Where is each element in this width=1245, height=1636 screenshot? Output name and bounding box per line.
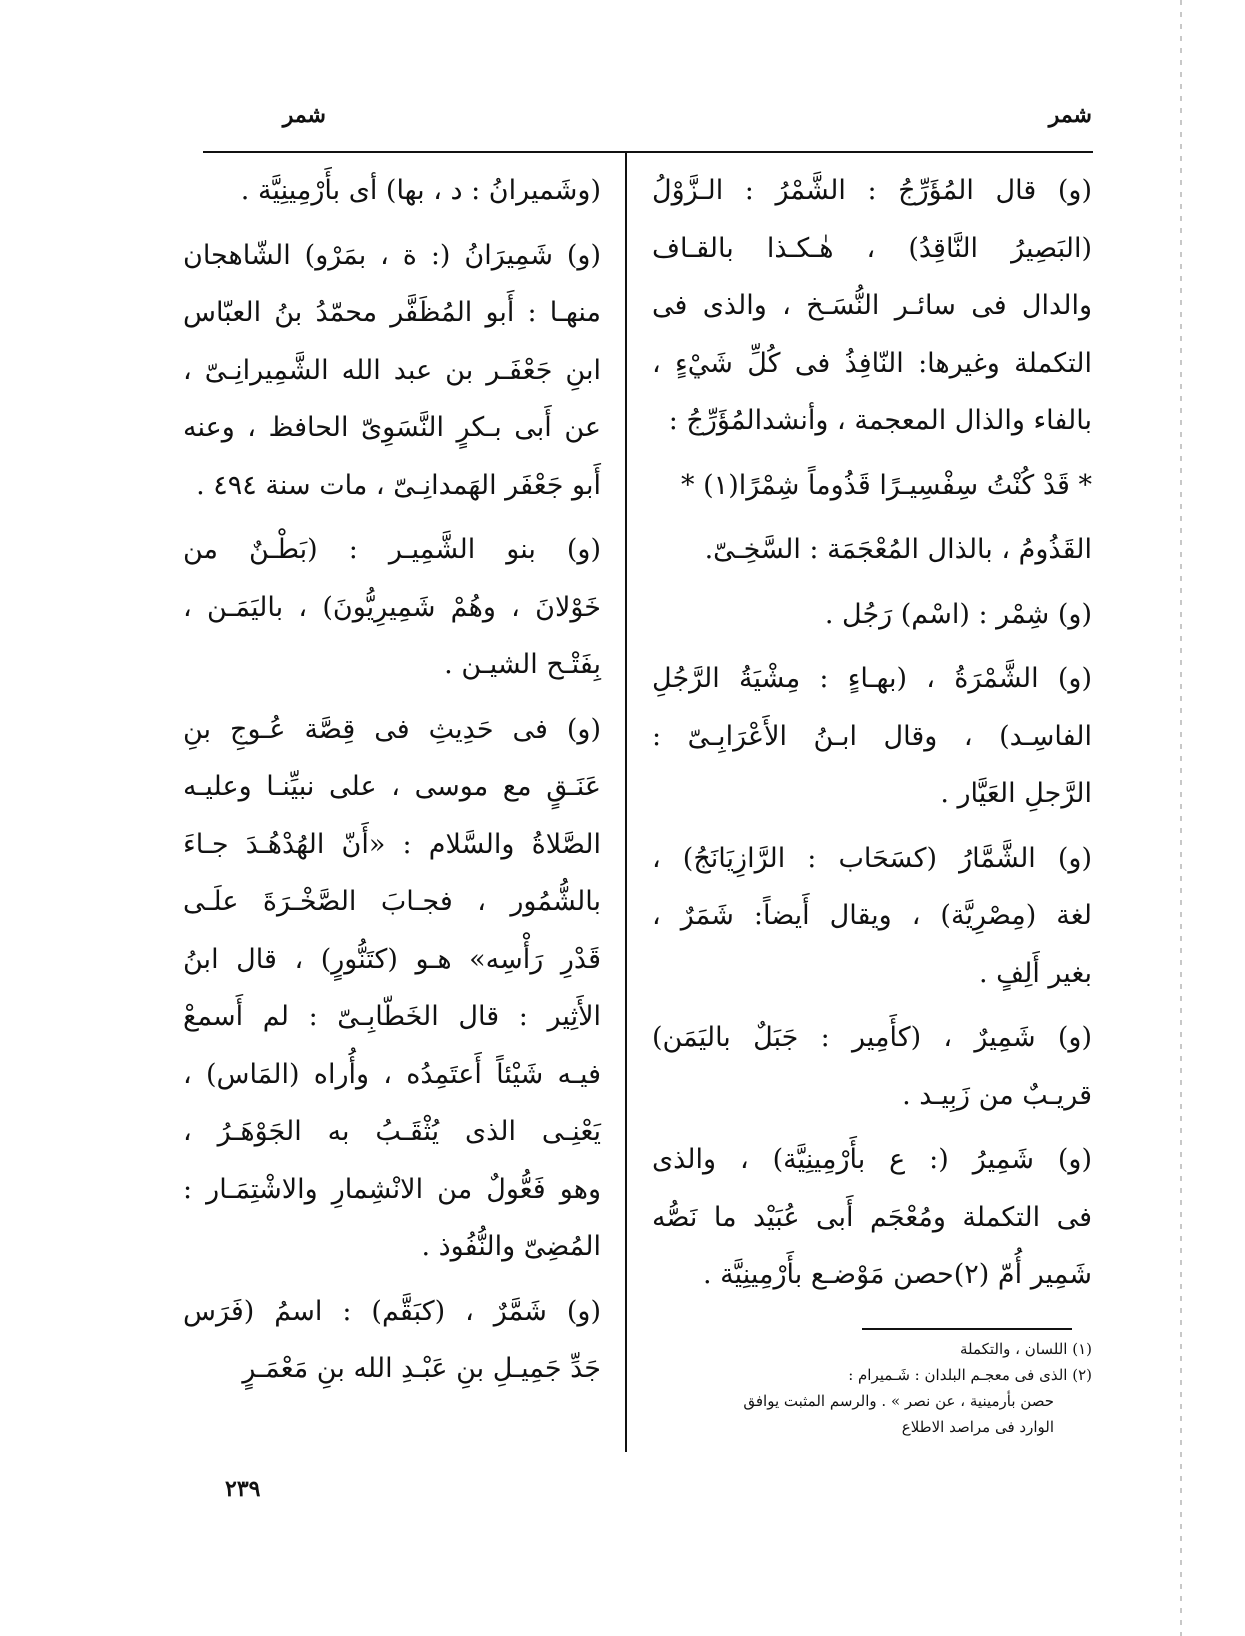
entry-line: عن أَبى بـكرٍ النَّسَوِىّ الحافظ ، وعنه <box>183 412 601 443</box>
dictionary-entry <box>652 650 1092 823</box>
entry-line: (و) شِمْر : (اسْم) رَجُل . <box>824 598 1092 630</box>
entry-line: لغة (مِصْرِيَّة) ، ويقال أَيضاً: شَمَرٌ ، <box>652 900 1092 931</box>
dictionary-entry <box>183 701 601 1276</box>
entry-line: أَبو جَعْفَر الهَمدانِـىّ ، مات سنة ٤٩٤ . <box>196 469 601 501</box>
page-number: ٢٣٩ <box>225 1476 261 1502</box>
left-column <box>183 162 601 1405</box>
entry-line: فى التكملة ومُعْجَم أَبى عُبَيْد ما نَصُّه <box>652 1201 1092 1233</box>
entry-line: فيـه شَيْئاً أَعتَمِدُه ، وأُراه (المَاس) ، <box>183 1058 601 1090</box>
entry-line: * قَدْ كُنْتُ سِفْسِيـرًا قَذُوماً شِمْرًا(١) * <box>681 469 1092 501</box>
dictionary-entry <box>652 457 1092 515</box>
dictionary-entry <box>652 162 1092 450</box>
footnotes <box>652 1328 1092 1440</box>
running-header-right: شمر <box>1048 102 1092 128</box>
entry-line: بالشُّمُور ، فجـابَ الصَّخْـرَةَ علَـى <box>183 886 601 917</box>
dictionary-entry <box>183 162 601 220</box>
entry-line: بالفاء والذال المعجمة ، وأنشدالمُؤَرِّجُ : <box>668 405 1092 436</box>
entry-line: بِفَتْـح الشيـن . <box>444 649 601 680</box>
dictionary-entry <box>652 830 1092 1003</box>
footnote-2-continued: حصن بأرمينية ، عن نصر » . والرسم المثبت يوافق <box>743 1392 1054 1410</box>
dictionary-entry <box>652 586 1092 644</box>
footnote-1: (١) اللسان ، والتكملة <box>959 1340 1092 1358</box>
entry-line: المُضِىّ والنُّفُوذ . <box>421 1231 601 1262</box>
running-header-left: شمر <box>282 102 326 128</box>
entry-line: (و) شَمِيرٌ ، (كأَمِير : جَبَلٌ باليَمَن) <box>652 1022 1092 1053</box>
entry-line: قريـبٌ من زَبِيـد . <box>902 1079 1092 1111</box>
entry-line: الرَّجلِ العَيَّار . <box>940 778 1092 809</box>
dictionary-entry <box>183 227 601 515</box>
entry-line: بغير أَلِفٍ . <box>978 957 1092 989</box>
entry-line: (البَصِيرُ النَّاقِدُ) ، هٰـكـذا بالقـاف <box>652 232 1092 264</box>
footnote-2: (٢) الذى فى معجـم البلدان : شَـميرام : <box>848 1366 1092 1384</box>
entry-line: قَدْرِ رَأْسِه» هـو (كتَنُّورٍ) ، قال ابنُ <box>183 943 601 975</box>
right-column <box>652 162 1092 1311</box>
entry-line: منهـا : أَبو المُظَفَّر محمّدُ بنُ العبّاس <box>183 297 601 328</box>
entry-line: وهو فَعُّولٌ من الانْشِمارِ والاشْتِمَـار : <box>183 1173 601 1205</box>
entry-line: التكملة وغيرها: النّافِذُ فى كُلِّ شَيْءٍ ، <box>652 347 1092 379</box>
entry-line: (و) شَمِيرُ (: ع بأَرْمِينِيَّة) ، والذى <box>652 1144 1092 1175</box>
entry-line: جَدِّ جَمِيـلِ بنِ عَبْـدِ الله بنِ مَعْمَـرٍ <box>242 1353 601 1384</box>
entry-line: والدال فى سائـر النُّسَـخ ، والذى فى <box>652 290 1092 321</box>
entry-line: الأَثِير : قال الخَطّابِـىّ : لم أَسمعْ <box>183 1001 601 1032</box>
dictionary-entry <box>652 1009 1092 1124</box>
entry-line: يَعْنِـى الذى يُثْقَـبُ به الجَوْهَـرُ ، <box>183 1116 601 1147</box>
footnote-2-continued: الوارد فى مراصد الاطلاع <box>901 1418 1054 1436</box>
entry-line: (و) قال المُؤَرِّجُ : الشَّمْرُ : الـزَّوْلُ <box>652 175 1092 206</box>
header-rule <box>203 151 1093 153</box>
entry-line: (و) بنو الشَّمِيـر : (بَطْـنٌ من <box>183 534 601 565</box>
entry-line: ابنِ جَعْفَـر بن عبد الله الشَّمِيرانِـىّ ، <box>183 354 601 386</box>
dictionary-entry <box>652 1131 1092 1304</box>
entry-line: (و) فى حَدِيثِ فى قِصَّة عُـوجِ بنِ <box>183 713 601 745</box>
entry-line: (و) الشَّمْرَةُ ، (بهـاءٍ : مِشْيَةُ الرَّجُلِ <box>652 663 1092 694</box>
dictionary-entry <box>183 1283 601 1398</box>
scan-margin-marks <box>1180 0 1182 1636</box>
footnote-rule <box>862 1328 1072 1330</box>
entry-line: الفاسِـد) ، وقال ابـنُ الأَعْرَابِـىّ : <box>652 720 1092 752</box>
entry-line: القَذُومُ ، بالذال المُعْجَمَة : السَّخِـىّ. <box>704 534 1092 565</box>
column-divider <box>625 152 627 1452</box>
entry-line: (و) الشَّمَّارُ (كسَحَاب : الرَّازِيَانَجُ) ، <box>652 842 1092 874</box>
entry-line: (وشَميرانُ : د ، بها) أى بأَرْمِينِيَّة . <box>240 175 601 206</box>
entry-line: (و) شَمِيرَانُ (: ة ، بمَرْو) الشّاهجان <box>183 239 601 271</box>
entry-line: شَمِير أُمّ (٢)حصن مَوْضـع بأَرْمِينِيَّة . <box>702 1259 1092 1290</box>
entry-line: عَنَـقٍ مع موسى ، على نبيِّنـا وعليـه <box>183 771 601 802</box>
dictionary-entry <box>652 521 1092 579</box>
dictionary-entry <box>183 521 601 694</box>
entry-line: خَوْلانَ ، وهُمْ شَمِيرِيُّونَ) ، باليَمَـن ، <box>183 591 601 623</box>
entry-line: الصَّلاةُ والسَّلام : «أَنّ الهُدْهُـدَ جـاءَ <box>183 828 601 860</box>
entry-line: (و) شَمَّرٌ ، (كبَقَّم) : اسمُ (فَرَس <box>183 1295 601 1327</box>
